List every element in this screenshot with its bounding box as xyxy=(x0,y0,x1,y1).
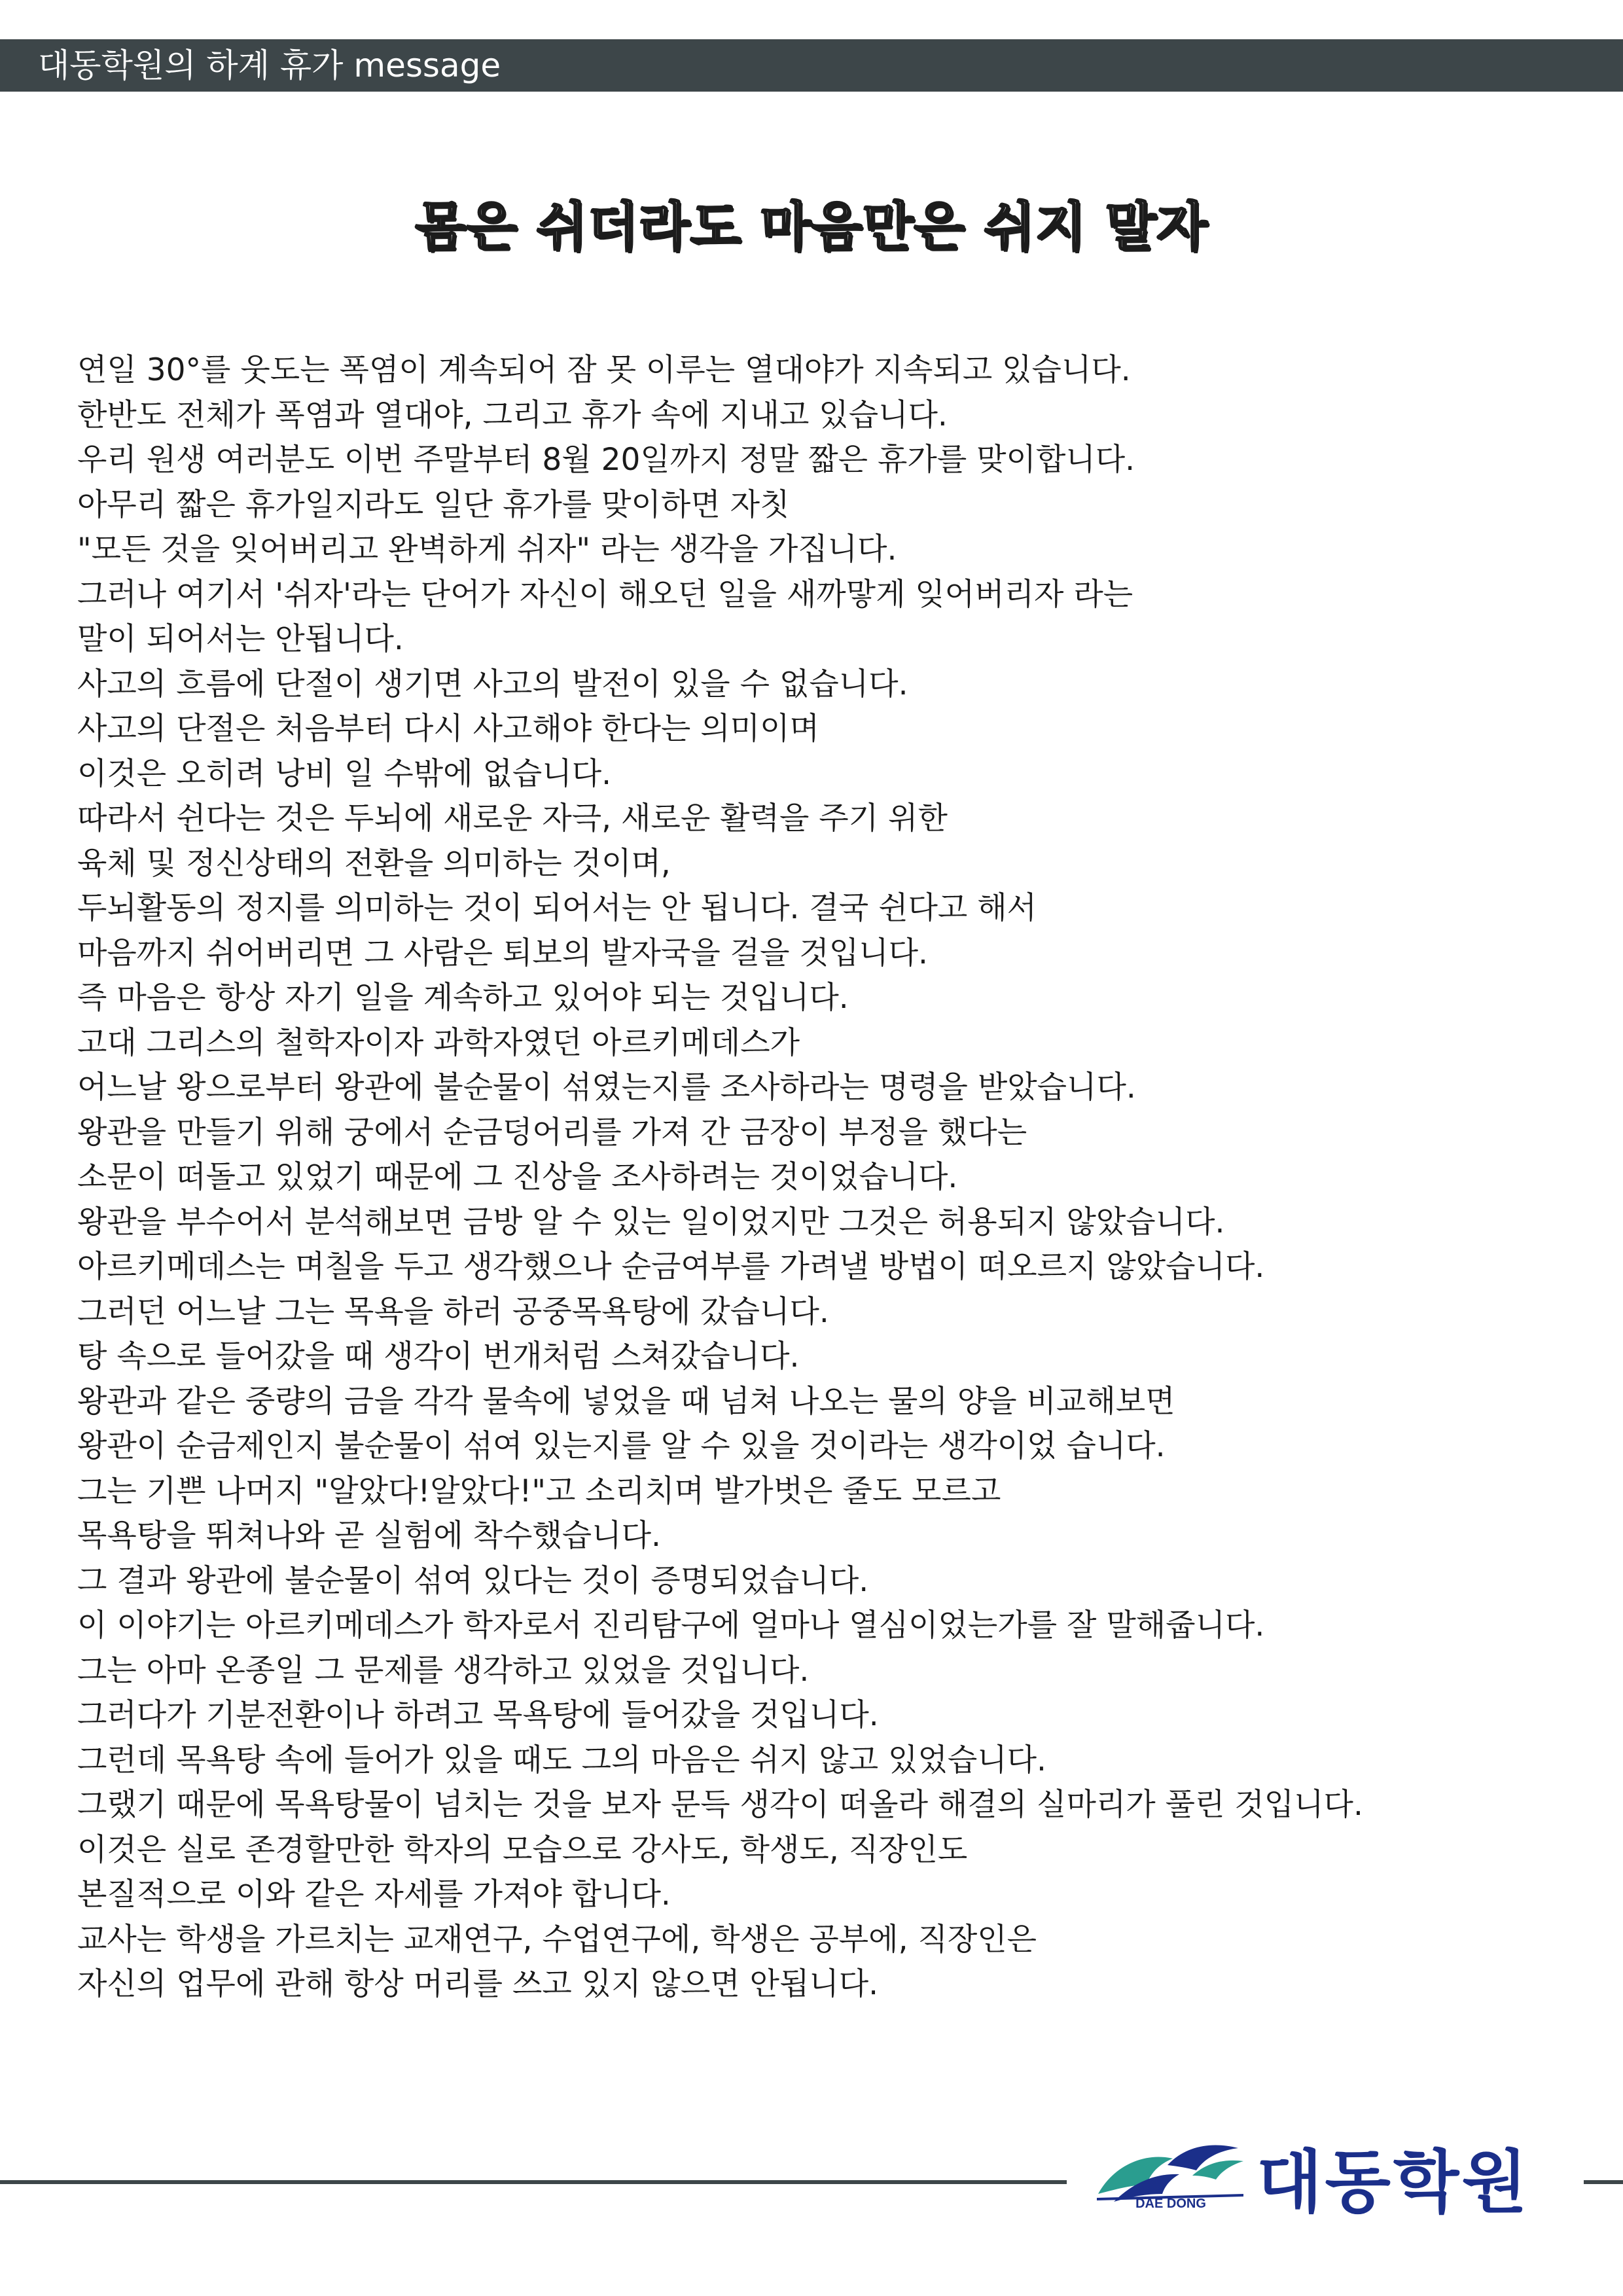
body-line: 이것은 오히려 낭비 일 수밖에 없습니다. xyxy=(77,755,612,792)
body-line: 사고의 흐름에 단절이 생기면 사고의 발전이 있을 수 없습니다. xyxy=(77,666,908,702)
daedong-logo xyxy=(1094,2139,1580,2225)
body-line: 왕관을 부수어서 분석해보면 금방 알 수 있는 일이었지만 그것은 허용되지 않았습니다. xyxy=(77,1204,1225,1240)
body-line: 말이 되어서는 안됩니다. xyxy=(77,621,404,657)
header-bar xyxy=(0,39,1623,92)
body-line: 우리 원생 여러분도 이번 주말부터 8월 20일까지 정말 짧은 휴가를 맞이합니다. xyxy=(77,442,1135,478)
body-line: 그러던 어느날 그는 목욕을 하러 공중목욕탕에 갔습니다. xyxy=(77,1293,829,1330)
body-line: 그런데 목욕탕 속에 들어가 있을 때도 그의 마음은 쉬지 않고 있었습니다. xyxy=(77,1742,1046,1778)
body-line: 교사는 학생을 가르치는 교재연구, 수업연구에, 학생은 공부에, 직장인은 xyxy=(77,1921,1037,1958)
body-line: "모든 것을 잊어버리고 완벽하게 쉬자" 라는 생각을 가집니다. xyxy=(77,531,897,567)
body-line: 어느날 왕으로부터 왕관에 불순물이 섞였는지를 조사하라는 명령을 받았습니다. xyxy=(77,1069,1136,1105)
body-line: 이 이야기는 아르키메데스가 학자로서 진리탐구에 얼마나 열심이었는가를 잘 말해줍니다. xyxy=(77,1607,1265,1643)
footer-rule-left xyxy=(0,2180,1067,2184)
body-line: 고대 그리스의 철학자이자 과학자였던 아르키메데스가 xyxy=(77,1024,800,1061)
footer-rule-right xyxy=(1584,2180,1623,2184)
body-line: 그는 아마 온종일 그 문제를 생각하고 있었을 것입니다. xyxy=(77,1652,810,1689)
body-line: 왕관이 순금제인지 불순물이 섞여 있는지를 알 수 있을 것이라는 생각이었 습니다. xyxy=(77,1428,1166,1464)
body-line: 소문이 떠돌고 있었기 때문에 그 진상을 조사하려는 것이었습니다. xyxy=(77,1159,958,1195)
body-line: 두뇌활동의 정지를 의미하는 것이 되어서는 안 됩니다. 결국 쉰다고 해서 xyxy=(77,890,1037,926)
body-line: 그 결과 왕관에 불순물이 섞여 있다는 것이 증명되었습니다. xyxy=(77,1562,869,1599)
logo-name: 대동학원 xyxy=(1257,2142,1530,2222)
body-line: 아르키메데스는 며칠을 두고 생각했으나 순금여부를 가려낼 방법이 떠오르지 않았습니다. xyxy=(77,1249,1265,1285)
body-line: 연일 30°를 웃도는 폭염이 계속되어 잠 못 이루는 열대야가 지속되고 있습니다. xyxy=(77,352,1131,388)
body-line: 그러다가 기분전환이나 하려고 목욕탕에 들어갔을 것입니다. xyxy=(77,1697,879,1733)
body-line: 목욕탕을 뛰쳐나와 곧 실험에 착수했습니다. xyxy=(77,1518,661,1554)
logo-sub-text: DAE DONG xyxy=(1135,2197,1206,2211)
body-line: 즉 마음은 항상 자기 일을 계속하고 있어야 되는 것입니다. xyxy=(77,980,849,1016)
daedong-wave-icon xyxy=(1094,2139,1246,2225)
header-title: 대동학원의 하계 휴가 message xyxy=(38,46,501,84)
body-line: 육체 및 정신상태의 전환을 의미하는 것이며, xyxy=(77,845,671,882)
body-line: 탕 속으로 들어갔을 때 생각이 번개처럼 스쳐갔습니다. xyxy=(77,1338,800,1374)
body-line: 그는 기쁜 나머지 "알았다!알았다!"고 소리치며 발가벗은 줄도 모르고 xyxy=(77,1473,1001,1509)
body-line: 자신의 업무에 관해 항상 머리를 쓰고 있지 않으면 안됩니다. xyxy=(77,1966,879,2002)
body-line: 이것은 실로 존경할만한 학자의 모습으로 강사도, 학생도, 직장인도 xyxy=(77,1831,968,1868)
body-line: 따라서 쉰다는 것은 두뇌에 새로운 자극, 새로운 활력을 주기 위한 xyxy=(77,800,948,836)
body-line: 왕관을 만들기 위해 궁에서 순금덩어리를 가져 간 금장이 부정을 했다는 xyxy=(77,1114,1027,1151)
body-line: 사고의 단절은 처음부터 다시 사고해야 한다는 의미이며 xyxy=(77,711,819,747)
body-line: 한반도 전체가 폭염과 열대야, 그리고 휴가 속에 지내고 있습니다. xyxy=(77,397,948,433)
body-line: 마음까지 쉬어버리면 그 사람은 퇴보의 발자국을 걸을 것입니다. xyxy=(77,935,928,971)
body-text xyxy=(77,348,1582,2007)
body-line: 왕관과 같은 중량의 금을 각각 물속에 넣었을 때 넘쳐 나오는 물의 양을 비교해보면 xyxy=(77,1383,1175,1420)
body-line: 그러나 여기서 '쉬자'라는 단어가 자신이 해오던 일을 새까맣게 잊어버리자 라는 xyxy=(77,576,1133,613)
body-line: 본질적으로 이와 같은 자세를 가져야 합니다. xyxy=(77,1876,671,1912)
page-title: 몸은 쉬더라도 마음만은 쉬지 말자 xyxy=(415,196,1208,257)
body-line: 그랬기 때문에 목욕탕물이 넘치는 것을 보자 문득 생각이 떠올라 해결의 실마리가 풀린 것입니다. xyxy=(77,1787,1363,1823)
body-line: 아무리 짧은 휴가일지라도 일단 휴가를 맞이하면 자칫 xyxy=(77,486,790,523)
